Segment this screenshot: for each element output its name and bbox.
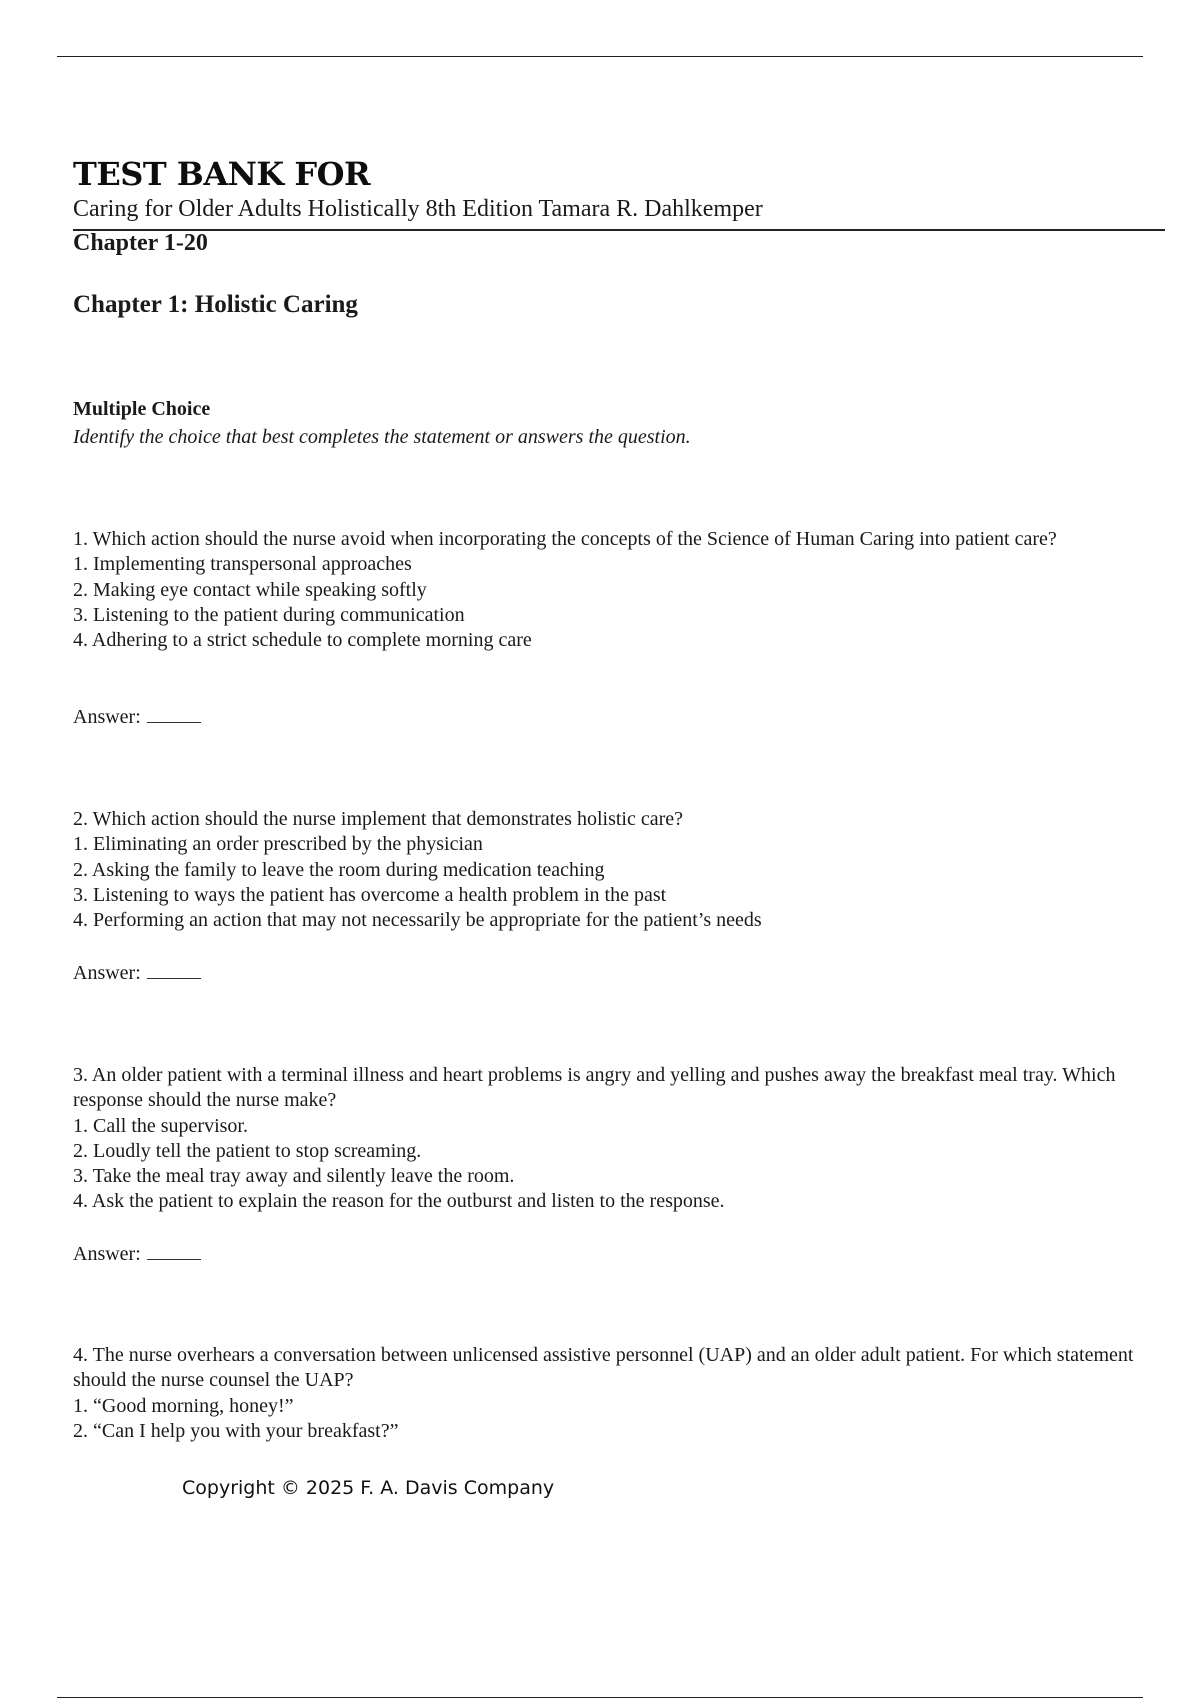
question-option: 1. Call the supervisor.: [73, 1114, 248, 1137]
question-option: 3. Take the meal tray away and silently leave the room.: [73, 1165, 515, 1188]
question-option: 4. Ask the patient to explain the reason for the outburst and listen to the response.: [73, 1190, 725, 1213]
question-option: 1. Implementing transpersonal approaches: [73, 553, 412, 576]
question-option: 2. “Can I help you with your breakfast?”: [73, 1419, 399, 1442]
document-heading: TEST BANK FOR: [73, 155, 371, 193]
question-option: 3. Listening to ways the patient has overcome a health problem in the past: [73, 883, 667, 906]
answer-blank: [147, 706, 201, 723]
chapter-range: Chapter 1-20: [73, 230, 208, 256]
bottom-divider: [57, 1697, 1143, 1698]
question-option: 1. Eliminating an order prescribed by the physician: [73, 833, 483, 856]
section-title: Multiple Choice: [73, 398, 211, 420]
question-option: 4. Performing an action that may not necessarily be appropriate for the patient’s needs: [73, 909, 762, 932]
question-stem: 2. Which action should the nurse implement that demonstrates holistic care?: [73, 808, 684, 830]
question-option: 1. “Good morning, honey!”: [73, 1394, 294, 1417]
answer-label: Answer:: [73, 962, 141, 984]
question-option: 2. Making eye contact while speaking softly: [73, 578, 427, 601]
question-3: [73, 1063, 1173, 1215]
question-option: 2. Loudly tell the patient to stop screaming.: [73, 1139, 422, 1162]
answer-blank: [147, 1243, 201, 1260]
answer-line-1: [73, 706, 201, 729]
answer-line-3: [73, 1243, 201, 1266]
top-divider: [57, 56, 1143, 57]
answer-blank: [147, 962, 201, 979]
book-title: Caring for Older Adults Holistically 8th Edition Tamara R. Dahlkemper: [73, 196, 763, 222]
title-divider: [73, 229, 1165, 231]
copyright-footer: Copyright © 2025 F. A. Davis Company: [182, 1477, 555, 1499]
question-stem: 4. The nurse overhears a conversation between unlicensed assistive personnel (UAP) and an older adult patient. For which statement should the nurse counsel the UAP?: [73, 1344, 1134, 1392]
answer-line-2: [73, 962, 201, 985]
question-option: 2. Asking the family to leave the room during medication teaching: [73, 858, 605, 881]
question-stem: 1. Which action should the nurse avoid when incorporating the concepts of the Science of Human Caring into patient care?: [73, 528, 1057, 550]
section-instructions: Identify the choice that best completes the statement or answers the question.: [73, 426, 691, 448]
question-1: [73, 527, 1173, 653]
question-option: 3. Listening to the patient during communication: [73, 603, 465, 626]
question-option: 4. Adhering to a strict schedule to complete morning care: [73, 629, 532, 652]
question-stem: 3. An older patient with a terminal illness and heart problems is angry and yelling and pushes away the breakfast meal tray. Which response should the nurse make?: [73, 1064, 1116, 1112]
answer-label: Answer:: [73, 706, 141, 728]
question-4: [73, 1343, 1173, 1444]
question-2: [73, 807, 1173, 933]
answer-label: Answer:: [73, 1243, 141, 1265]
chapter-title: Chapter 1: Holistic Caring: [73, 291, 358, 318]
